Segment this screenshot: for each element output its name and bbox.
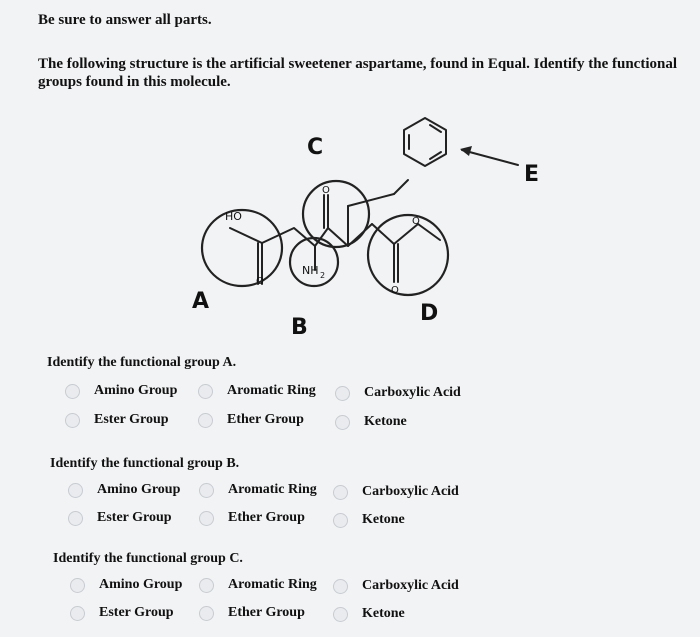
instructions: Be sure to answer all parts. [38,12,212,28]
atom-ho: HO [225,210,242,223]
label-b: B [291,315,308,340]
option-b-carboxylic-acid[interactable]: Carboxylic Acid [333,484,459,500]
radio-button[interactable] [199,511,214,526]
option-a-ketone[interactable]: Ketone [335,414,407,430]
radio-button[interactable] [68,483,83,498]
option-a-aromatic-ring[interactable]: Aromatic Ring [198,383,316,399]
question-part-c [53,551,243,577]
part-prompt: Identify the functional group B. [50,456,240,471]
option-b-amino-group[interactable]: Amino Group [68,482,180,498]
label-d: D [420,301,439,326]
option-a-ester-group[interactable]: Ester Group [65,412,169,428]
option-a-ether-group[interactable]: Ether Group [198,412,304,428]
radio-button[interactable] [198,384,213,399]
option-c-ether-group[interactable]: Ether Group [199,605,305,621]
atom-o-d: O [391,285,399,296]
radio-button[interactable] [65,384,80,399]
radio-button[interactable] [199,483,214,498]
radio-button[interactable] [199,606,214,621]
question-part-b [50,456,239,482]
radio-button[interactable] [335,415,350,430]
option-c-ester-group[interactable]: Ester Group [70,605,174,621]
radio-button[interactable] [333,579,348,594]
question-part-a [47,355,236,381]
part-prompt: Identify the functional group C. [53,551,243,566]
option-b-aromatic-ring[interactable]: Aromatic Ring [199,482,317,498]
radio-button[interactable] [70,578,85,593]
atom-nh2-subscript: 2 [320,271,326,280]
arrowhead-icon [460,146,472,156]
label-c: C [307,135,324,160]
option-b-ether-group[interactable]: Ether Group [199,510,305,526]
label-e: E [524,162,540,187]
option-c-ketone[interactable]: Ketone [333,606,405,622]
atom-o-a: O [256,276,264,287]
label-a: A [192,289,210,314]
radio-button[interactable] [68,511,83,526]
radio-button[interactable] [199,578,214,593]
option-a-amino-group[interactable]: Amino Group [65,383,177,399]
option-c-aromatic-ring[interactable]: Aromatic Ring [199,577,317,593]
radio-button[interactable] [70,606,85,621]
atom-nh2: NH [302,264,319,277]
option-b-ketone[interactable]: Ketone [333,512,405,528]
part-prompt: Identify the functional group A. [47,355,237,370]
radio-button[interactable] [333,607,348,622]
option-c-carboxylic-acid[interactable]: Carboxylic Acid [333,578,459,594]
radio-button[interactable] [198,413,213,428]
option-b-ester-group[interactable]: Ester Group [68,510,172,526]
atom-o-ester: O [412,216,420,227]
option-a-carboxylic-acid[interactable]: Carboxylic Acid [335,385,461,401]
radio-button[interactable] [333,513,348,528]
question-text: The following structure is the artificial sweetener aspartame, found in Equal. Identify the functional groups found in this molecule. [38,56,678,90]
atom-o-c: O [322,185,330,196]
radio-button[interactable] [65,413,80,428]
option-c-amino-group[interactable]: Amino Group [70,577,182,593]
radio-button[interactable] [333,485,348,500]
radio-button[interactable] [335,386,350,401]
